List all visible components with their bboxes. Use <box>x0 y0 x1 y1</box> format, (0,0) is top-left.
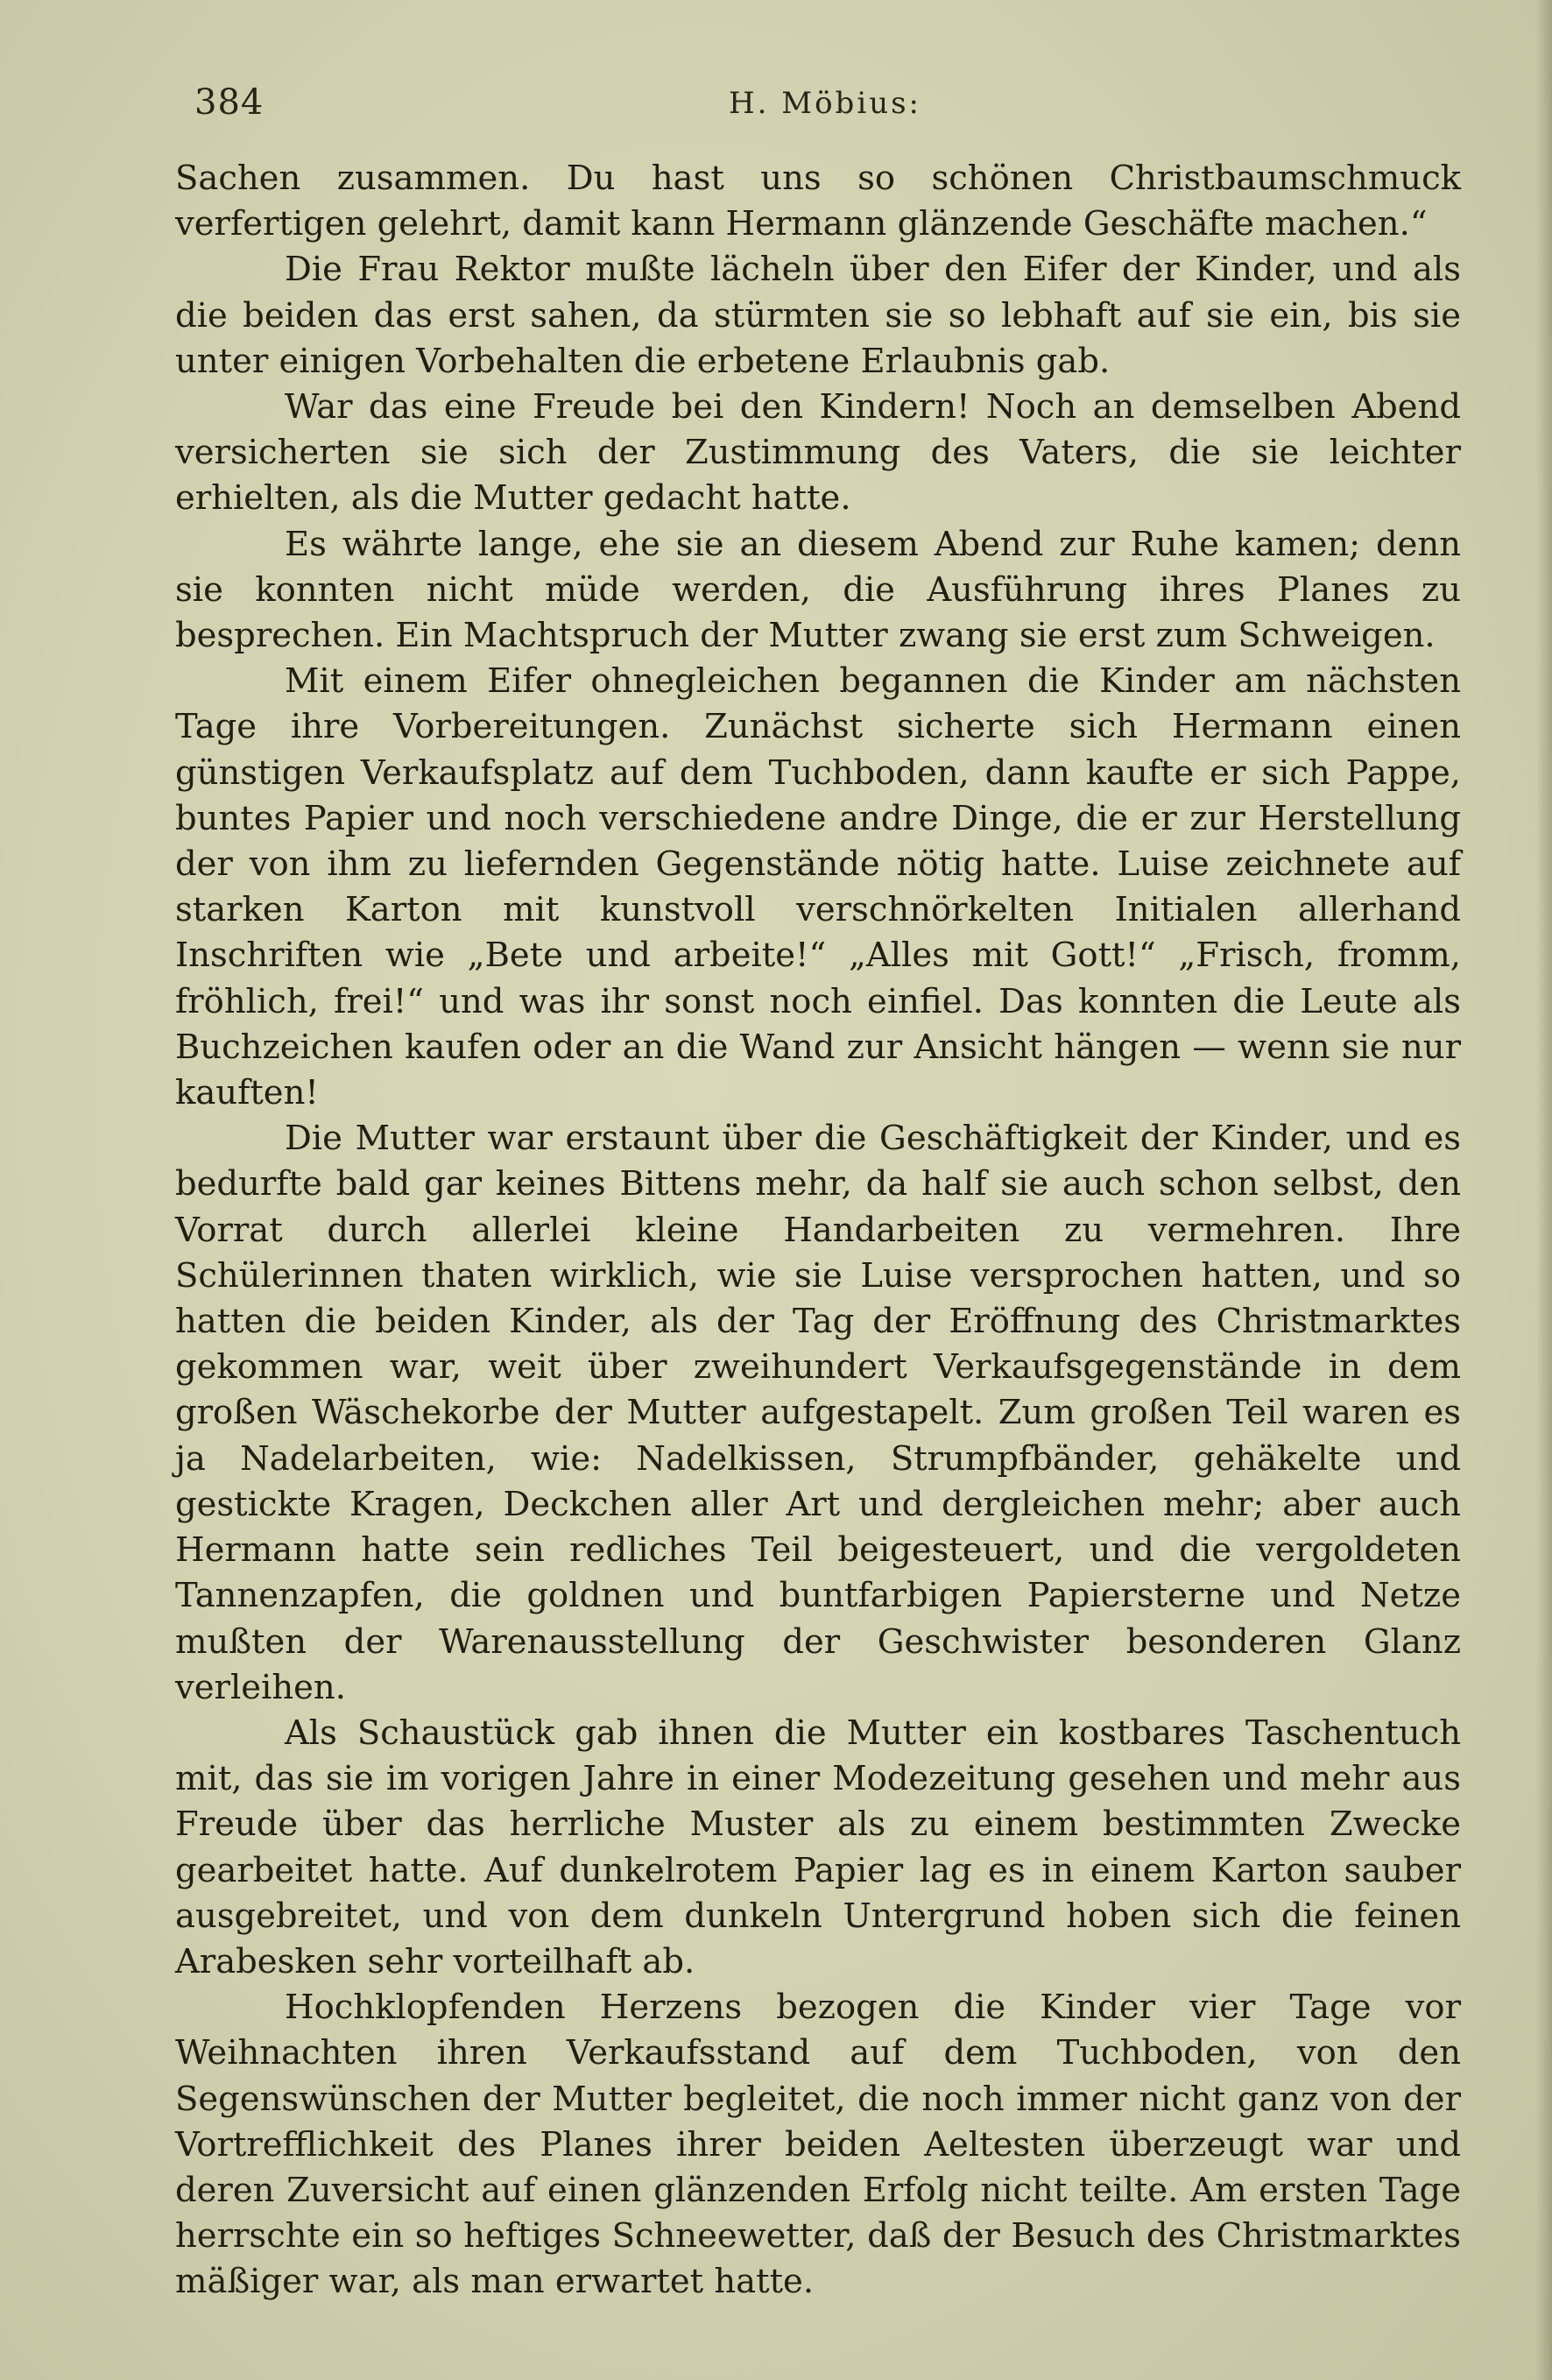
paragraph: Mit einem Eifer ohnegleichen begannen die Kinder am nächsten Tage ihre Vorbereitungen. Zunächst sicherte sich Hermann einen günstigen Verkaufsplatz auf dem Tuchboden, dann kaufte er sich Pappe, buntes Papier und noch verschiedene andre Dinge, die er zur Herstellung der von ihm zu liefernden Gegenstände nötig hatte. Luise zeichnete auf starken Karton mit kunstvoll verschnörkelten Initialen allerhand Inschriften wie „Bete und arbeite!“ „Alles mit Gott!“ „Frisch, fromm, fröhlich, frei!“ und was ihr sonst noch einfiel. Das konnten die Leute als Buchzeichen kaufen oder an die Wand zur Ansicht hängen — wenn sie nur kauften! <box>175 661 1461 1113</box>
paragraph: Die Frau Rektor mußte lächeln über den Eifer der Kinder, und als die beiden das erst sahen, da stürmten sie so lebhaft auf sie ein, bis sie unter einigen Vorbehalten die erbetene Erlaubnis gab. <box>175 250 1461 381</box>
page-number: 384 <box>194 82 265 123</box>
paragraph: Als Schaustück gab ihnen die Mutter ein kostbares Taschentuch mit, das sie im vorigen Jahre in einer Modezeitung gesehen und mehr aus Freude über das herrliche Muster als zu einem bestimmten Zwecke gearbeitet hatte. Auf dunkelrotem Papier lag es in einem Karton sauber ausgebreitet, und von dem dunkeln Untergrund hoben sich die feinen Arabesken sehr vorteilhaft ab. <box>175 1713 1461 1981</box>
paragraph: Es währte lange, ehe sie an diesem Abend zur Ruhe kamen; denn sie konnten nicht müde werden, die Ausführung ihres Planes zu besprechen. Ein Machtspruch der Mutter zwang sie erst zum Schweigen. <box>175 524 1461 656</box>
paragraph: War das eine Freude bei den Kindern! Noch an demselben Abend versicherten sie sich der Zustimmung des Vaters, die sie leichter erhielten, als die Mutter gedacht hatte. <box>175 387 1461 519</box>
paragraph: Die Mutter war erstaunt über die Geschäftigkeit der Kinder, und es bedurfte bald gar keines Bittens mehr, da half sie auch schon selbst, den Vorrat durch allerlei kleine Handarbeiten zu vermehren. Ihre Schülerinnen thaten wirklich, wie sie Luise versprochen hatten, und so hatten die beiden Kinder, als der Tag der Eröffnung des Christmarktes gekommen war, weit über zweihundert Verkaufsgegenstände in dem großen Wäschekorbe der Mutter aufgestapelt. Zum großen Teil waren es ja Nadelarbeiten, wie: Nadelkissen, Strumpfbänder, gehäkelte und gestickte Kragen, Deckchen aller Art und dergleichen mehr; aber auch Hermann hatte sein redliches Teil beigesteuert, und die vergoldeten Tannenzapfen, die goldnen und buntfarbigen Papiersterne und Netze mußten der Warenausstellung der Geschwister besonderen Glanz verleihen. <box>175 1119 1461 1707</box>
paragraph: Hochklopfenden Herzens bezogen die Kinder vier Tage vor Weihnachten ihren Verkaufsstand auf dem Tuchboden, von den Segenswünschen der Mutter begleitet, die noch immer nicht ganz von der Vortrefflichkeit des Planes ihrer beiden Aeltesten überzeugt war und deren Zuversicht auf einen glänzenden Erfolg nicht teilte. Am ersten Tage herrschte ein so heftiges Schneewetter, daß der Besuch des Christmarktes mäßiger war, als man erwartet hatte. <box>175 1988 1461 2302</box>
paragraph: Sachen zusammen. Du hast uns so schönen Christbaumschmuck verfertigen gelehrt, damit kann Hermann glänzende Geschäfte machen.“ <box>175 159 1461 244</box>
running-head: H. Möbius: <box>729 86 921 121</box>
body-text <box>175 156 1461 2306</box>
page-header <box>194 77 1456 130</box>
